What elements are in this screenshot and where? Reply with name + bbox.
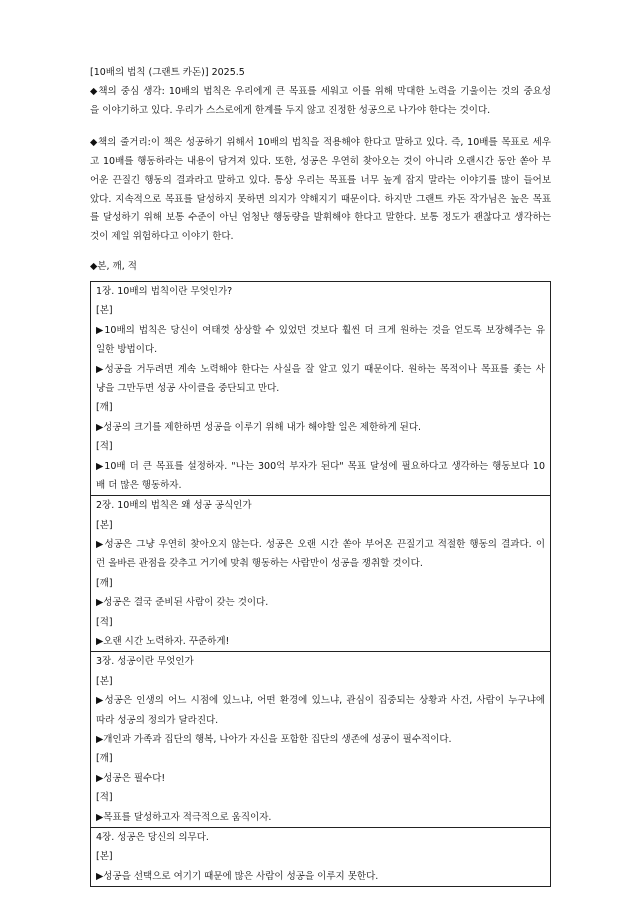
summary-line-6: 것이 제일 위험하다고 이야기 한다. <box>90 231 234 242</box>
chapter-text-line: ▶오랜 시간 노력하자. 꾸준하게! <box>96 636 230 648</box>
chapter-text-line: 따라 성공의 정의가 달라진다. <box>96 714 219 726</box>
chapter-text-line: ▶개인과 가족과 집단의 행복, 나아가 자신을 포함한 집단의 생존에 성공이 필수적이다. <box>96 733 452 745</box>
chapter-heading: 4장. 성공은 당신의 의무다. <box>96 831 209 843</box>
chapter-text-line: [깨] <box>96 753 113 765</box>
chapter-row <box>91 827 551 886</box>
chapter-text-line: 런 올바른 관점을 갖추고 거기에 맞춰 행동하는 사람만이 성공을 쟁취할 것이다. <box>96 558 423 570</box>
chapter-cell <box>91 652 551 828</box>
chapter-text-line: [깨] <box>96 577 113 589</box>
chapter-text-line: ▶성공은 그냥 우연히 찾아오지 않는다. 성공은 오랜 시간 쏟아 부어온 끈질기고 적절한 행동의 결과다. 이 <box>96 539 545 551</box>
chapter-text-line: [적] <box>96 441 113 453</box>
chapter-text-line: ▶10배의 법칙은 당신이 여태껏 상상할 수 있었던 것보다 훨씬 더 크게 원하는 것을 얻도록 보장해주는 유 <box>96 324 545 336</box>
chapter-row <box>91 496 551 652</box>
core-idea-line-1: ◆책의 중심 생각: 10배의 법칙은 우리에게 큰 목표를 세워고 이를 위해 막대한 노력을 기울이는 것의 중요성 <box>90 86 551 97</box>
summary-line-4: 았다. 지속적으로 목표를 달성하지 못하면 의지가 약해지기 때문이다. 하지만 그랜트 카돈 작가님은 높은 목표 <box>90 194 551 205</box>
chapter-text-line: ▶성공의 크기를 제한하면 성공을 이루기 위해 내가 해야할 일은 제한하게 된다. <box>96 421 422 433</box>
chapter-text-line: 일한 방법이다. <box>96 344 158 356</box>
chapter-cell <box>91 282 551 496</box>
chapter-row <box>91 652 551 828</box>
chapter-cell <box>91 827 551 886</box>
chapter-text-line: ▶성공은 결국 준비된 사람이 갖는 것이다. <box>96 597 269 609</box>
chapter-text-line: [깨] <box>96 402 113 414</box>
chapter-text-line: ▶성공은 필수다! <box>96 772 166 784</box>
chapter-heading: 3장. 성공이란 무엇인가 <box>96 656 194 668</box>
chapter-notes-table <box>90 281 551 887</box>
chapter-text-line: 배 더 많은 행동하자. <box>96 479 182 491</box>
chapter-text-line: [적] <box>96 616 113 628</box>
chapter-row <box>91 282 551 496</box>
chapter-text-line: [본] <box>96 675 113 687</box>
chapter-text-line: 냥을 그만두면 성공 사이클을 중단되고 만다. <box>96 382 280 394</box>
summary-line-5: 를 달성하기 위해 보통 수준이 아닌 엄청난 행동량을 발휘해야 한다고 말한다. 보통 정도가 괜찮다고 생각하는 <box>90 212 551 223</box>
chapter-text-line: ▶10배 더 큰 목표를 설정하자. "나는 300억 부자가 된다" 목표 달성에 필요하다고 생각하는 행동보다 10 <box>96 460 545 472</box>
chapter-heading: 1장. 10배의 법칙이란 무엇인가? <box>96 286 233 297</box>
document-title: [10배의 법칙 (그랜트 카돈)] 2025.5 <box>90 67 245 78</box>
chapter-text-line: ▶성공은 인생의 어느 시점에 있느냐, 어떤 환경에 있느냐, 관심이 집중되는 상황과 사건, 사람이 누구냐에 <box>96 695 545 707</box>
chapter-text-line: ▶성공을 선택으로 여기기 때문에 많은 사람이 성공을 이루지 못한다. <box>96 870 379 882</box>
summary-line-1: ◆책의 줄거리:이 책은 성공하기 위해서 10배의 법칙을 적용해야 한다고 말하고 있다. 즉, 10배를 목표로 세우 <box>90 137 551 148</box>
chapter-heading: 2장. 10배의 법칙은 왜 성공 공식인가 <box>96 500 252 512</box>
core-idea-line-2: 을 이야기하고 있다. 우리가 스스로에게 한계를 두지 않고 진정한 성공으로 나가야 한다는 것이다. <box>90 105 491 116</box>
summary-line-2: 고 10배를 행동하라는 내용이 담겨져 있다. 또한, 성공은 우연히 찾아오는 것이 아니라 오랜시간 동안 쏟아 부 <box>90 156 551 167</box>
chapter-text-line: [적] <box>96 792 113 804</box>
chapter-text-line: [본] <box>96 519 113 531</box>
chapter-text-line: ▶목표를 달성하고자 적극적으로 움직이자. <box>96 811 272 823</box>
section-heading: ◆본, 깨, 적 <box>90 261 137 272</box>
chapter-text-line: [본] <box>96 851 113 863</box>
chapter-cell <box>91 496 551 652</box>
chapter-text-line: ▶성공을 거두려면 계속 노력해야 한다는 사실을 잘 알고 있기 때문이다. 원하는 목적이나 목표를 좇는 사 <box>96 363 545 375</box>
chapter-text-line: [본] <box>96 305 113 317</box>
summary-line-3: 어운 끈질긴 행동의 결과라고 말하고 있다. 통상 우리는 목표를 너무 높게 잡지 말라는 이야기를 많이 들어보 <box>90 175 551 186</box>
